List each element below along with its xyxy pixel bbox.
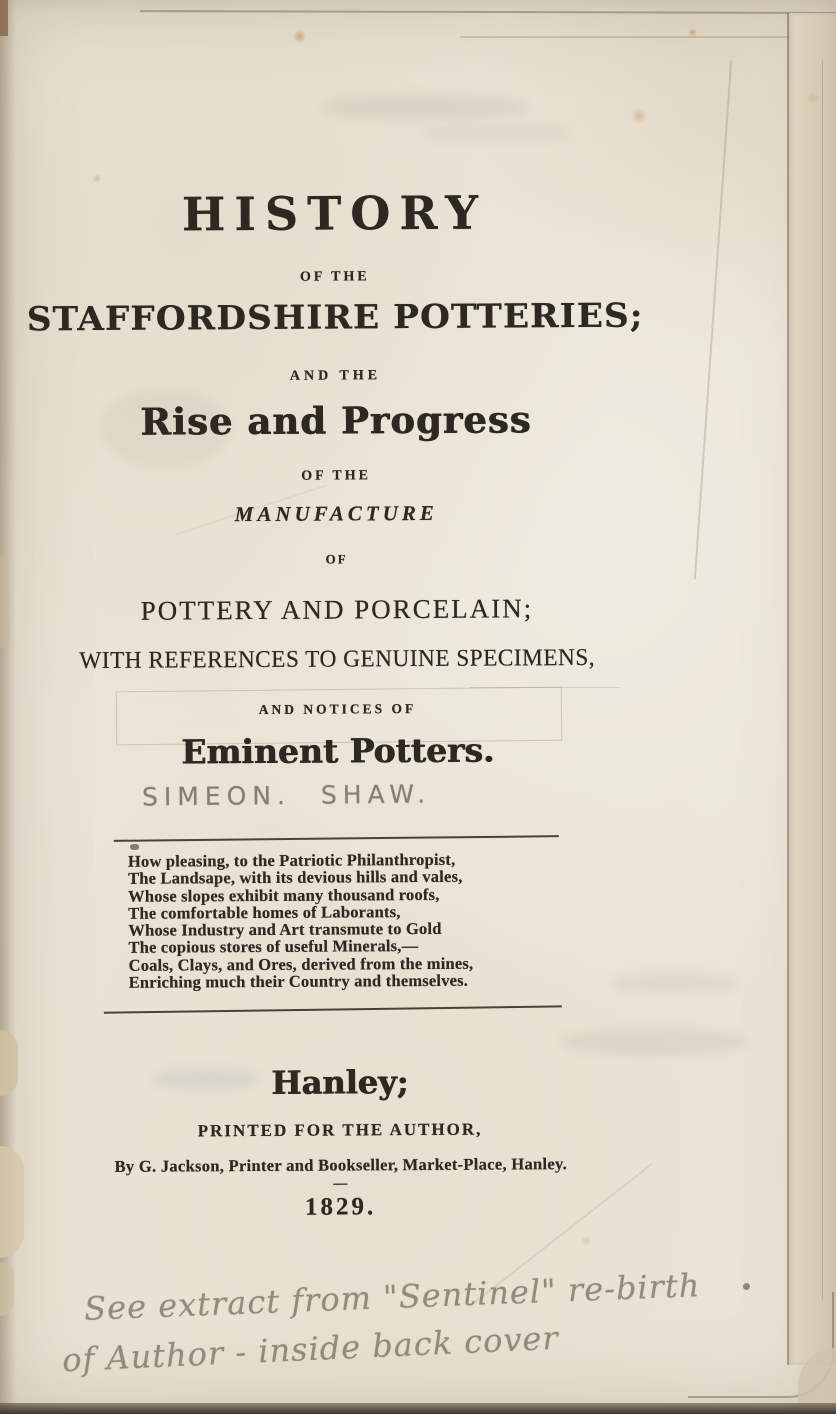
epigraph-line: Whose slopes exhibit many thousand roofs, [128, 884, 440, 906]
horizontal-rule-bottom [104, 1005, 562, 1013]
blackletter-imprint-place: Hanley; [271, 1063, 409, 1102]
imprint-separator-dash: — [333, 1176, 348, 1192]
epigraph-line: Enriching much their Country and themselves. [128, 970, 469, 992]
blackletter-rise-and-progress: Rise and Progress [139, 397, 532, 444]
connector-of: OF [325, 551, 348, 567]
blackletter-eminent-potters: Eminent Potters. [181, 730, 495, 772]
epigraph-line: Coals, Clays, and Ores, derived from the mines, [128, 953, 474, 975]
pottery-and-porcelain-line: POTTERY AND PORCELAIN; [140, 593, 534, 626]
imprint-publisher: PRINTED FOR THE AUTHOR, [197, 1119, 483, 1141]
handwritten-author-name: SIMEON. SHAW. [141, 779, 432, 812]
epigraph-verse [128, 850, 579, 991]
notices-line: AND NOTICES OF [258, 701, 417, 717]
imprint-printer: By G. Jackson, Printer and Bookseller, Market-Place, Hanley. [114, 1154, 568, 1176]
pencil-note-line-1: See extract from "Sentinel" re-birth [83, 1266, 702, 1328]
epigraph-line: The Landsape, with its devious hills and vales, [127, 867, 463, 889]
pencil-note-line-2: of Author - inside back cover [61, 1318, 560, 1380]
horizontal-rule-top [114, 835, 559, 842]
book-title: HISTORY [181, 185, 488, 242]
references-line: WITH REFERENCES TO GENUINE SPECIMENS, [79, 644, 596, 675]
epigraph-line: The comfortable homes of Laborants, [128, 902, 401, 923]
book-subject: STAFFORDSHIRE POTTERIES; [26, 295, 644, 339]
epigraph-line: The copious stores of useful Minerals,— [128, 936, 419, 958]
connector-and-the: AND THE [289, 368, 382, 384]
epigraph-line: How pleasing, to the Patriotic Philanthropist, [127, 849, 456, 871]
manufacture-line: MANUFACTURE [234, 500, 438, 527]
imprint-year: 1829. [304, 1193, 377, 1221]
connector-of-the: OF THE [299, 269, 370, 285]
epigraph-line: Whose Industry and Art transmute to Gold [128, 919, 442, 940]
connector-of-the: OF THE [301, 468, 371, 484]
